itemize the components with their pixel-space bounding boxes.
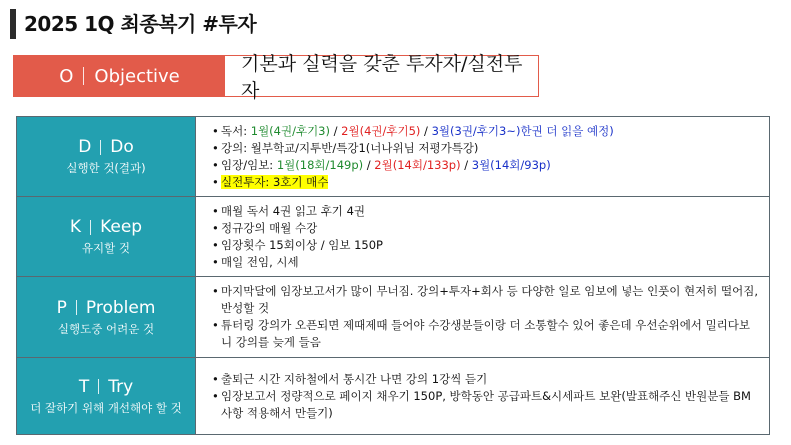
list-item bbox=[212, 123, 759, 140]
keep-word: Keep bbox=[100, 217, 143, 237]
list-item bbox=[212, 174, 759, 191]
objective-row bbox=[13, 53, 539, 102]
problem-letter: P bbox=[56, 297, 67, 318]
problem-word: Problem bbox=[85, 297, 156, 318]
try-letter: T bbox=[78, 376, 90, 397]
keep-row bbox=[17, 197, 770, 277]
slash: / bbox=[420, 123, 432, 138]
try-subtitle: 더 잘하기 위해 개선해야 할 것 bbox=[30, 400, 182, 415]
list-item: • 출퇴근 시간 지하철에서 통시간 나면 강의 1강씩 듣기 bbox=[212, 371, 759, 388]
list-item: • 마지막달에 임장보고서가 많이 무너짐. 강의+투자+회사 등 다양한 일로 임보에 넣는 인풋이 현저히 떨어짐, 반성할 것 bbox=[212, 283, 759, 317]
keep-label-cell bbox=[17, 197, 196, 277]
list-item: • 임장횟수 15회이상 / 임보 150P bbox=[212, 237, 759, 254]
reading-label: 독서: bbox=[221, 123, 251, 138]
try-word: Try bbox=[108, 376, 134, 397]
list-item bbox=[212, 157, 759, 174]
objective-letter: O bbox=[59, 65, 74, 87]
list-item: • 정규강의 매월 수강 bbox=[212, 220, 759, 237]
keep-content-cell bbox=[196, 197, 770, 277]
slash: / bbox=[460, 157, 472, 172]
keep-letter: K bbox=[69, 217, 82, 237]
problem-content-cell bbox=[196, 277, 770, 358]
objective-value: 기본과 실력을 갖춘 투자자/실전투자 bbox=[241, 53, 523, 102]
try-separator bbox=[98, 379, 99, 394]
problem-label-cell bbox=[17, 277, 196, 358]
do-separator bbox=[100, 140, 101, 155]
list-item: • 튜터링 강의가 오픈되면 제때제때 들어야 수강생분들이랑 더 소통할수 있어 좋은데 우선순위에서 밀리다보니 강의를 늦게 들음 bbox=[212, 317, 759, 351]
problem-row bbox=[17, 277, 770, 358]
objective-separator bbox=[83, 67, 84, 85]
dkpt-table bbox=[16, 116, 770, 435]
report-feb: 2월(14회/133p) bbox=[374, 157, 461, 172]
objective-label bbox=[14, 56, 225, 96]
do-letter: D bbox=[78, 137, 92, 157]
try-row bbox=[17, 358, 770, 435]
list-item: • 매일 전임, 시세 bbox=[212, 254, 759, 271]
slash: / bbox=[329, 123, 342, 138]
do-content-cell bbox=[196, 117, 770, 197]
do-subtitle: 실행한 것(결과) bbox=[66, 161, 146, 175]
reading-feb: 2월(4권/후기5) bbox=[341, 123, 421, 138]
page-title: 2025 1Q 최종복기 #투자 bbox=[24, 12, 257, 36]
list-item: • 매월 독서 4권 읽고 후기 4권 bbox=[212, 203, 759, 220]
objective-word: Objective bbox=[94, 65, 180, 87]
do-word: Do bbox=[110, 137, 134, 157]
list-item: • 강의: 월부학교/지투반/특강1(너나위님 저평가특강) bbox=[212, 140, 759, 157]
list-item: • 임장보고서 정량적으로 페이지 채우기 150P, 방학동안 공급파트&시세파트 보완(발표해주신 반원분들 BM사항 적용해서 만들기) bbox=[212, 388, 759, 422]
do-label-cell bbox=[17, 117, 196, 197]
try-label-cell bbox=[17, 358, 196, 435]
problem-subtitle: 실행도중 어려운 것 bbox=[57, 321, 155, 336]
do-row bbox=[17, 117, 770, 197]
try-content-cell bbox=[196, 358, 770, 435]
keep-separator bbox=[90, 220, 91, 235]
reading-mar: 3월(3권/후기3~)한권 더 읽을 예정) bbox=[431, 123, 614, 138]
report-jan: 1월(18회/149p) bbox=[276, 157, 364, 172]
report-label: 임장/임보: bbox=[221, 157, 277, 172]
reading-jan: 1월(4권/후기3) bbox=[250, 123, 330, 138]
problem-separator bbox=[76, 300, 77, 315]
title-accent-bar bbox=[10, 9, 16, 39]
practice-highlight: 실전투자: 3호기 매수 bbox=[221, 174, 329, 189]
keep-subtitle: 유지할 것 bbox=[81, 241, 131, 255]
report-mar: 3월(14회/93p) bbox=[471, 157, 551, 172]
slash: / bbox=[363, 157, 375, 172]
